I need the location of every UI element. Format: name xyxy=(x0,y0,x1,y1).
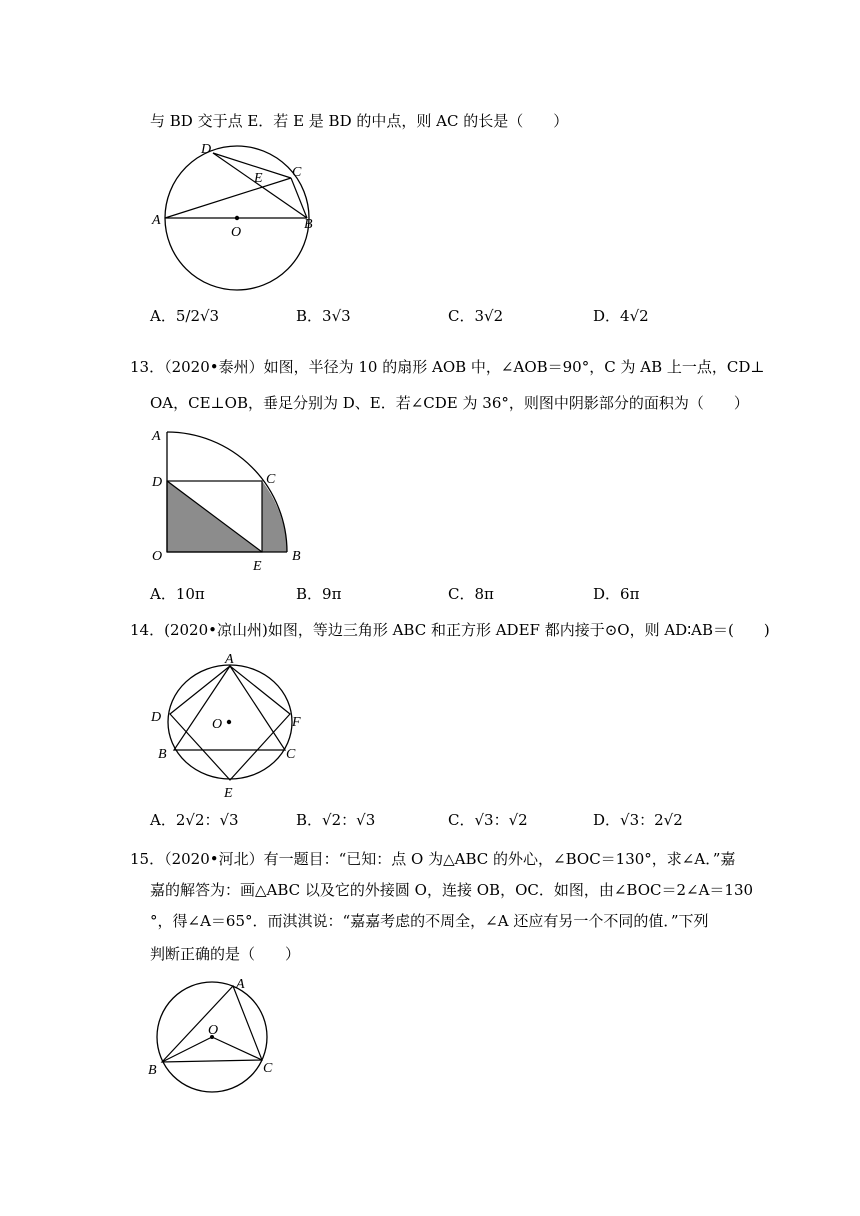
q12-option-c: C．3√2 xyxy=(448,307,504,325)
q15-stem-line-3: °，得∠A＝65°．而淇淇说：“嘉嘉考虑的不周全，∠A 还应有另一个不同的值．”下列 xyxy=(150,912,709,930)
q12-label-o: O xyxy=(231,225,242,240)
q14-stem-line-1: 14．(2020•凉山州)如图，等边三角形 ABC 和正方形 ADEF 都内接于⊙O，则 AD∶AB＝( ) xyxy=(130,621,770,639)
q14-option-d: D．√3：2√2 xyxy=(593,811,683,829)
q13-label-c: C xyxy=(266,472,276,487)
q15-label-c: C xyxy=(263,1061,273,1076)
q12-option-b: B．3√3 xyxy=(296,307,351,325)
q12-label-b: B xyxy=(304,217,313,232)
q13-label-b: B xyxy=(292,549,301,564)
q15-stem-line-1: 15．（2020•河北）有一题目：“已知：点 O 为△ABC 的外心，∠BOC＝130°，求∠A．”嘉 xyxy=(130,850,736,868)
q14-label-a: A xyxy=(225,652,234,667)
q14-option-b: B．√2：√3 xyxy=(296,811,376,829)
q14-label-d: D xyxy=(151,710,162,725)
q12-label-c: C xyxy=(292,165,302,180)
q12-option-d: D．4√2 xyxy=(593,307,649,325)
q13-option-b: B．9π xyxy=(296,585,342,603)
q14-label-e: E xyxy=(224,786,233,801)
q14-label-c: C xyxy=(286,747,296,762)
q12-label-e: E xyxy=(254,171,263,186)
q13-option-d: D．6π xyxy=(593,585,640,603)
q13-stem-line-1: 13．（2020•泰州）如图，半径为 10 的扇形 AOB 中，∠AOB＝90°，C 为 AB 上一点，CD⊥ xyxy=(130,358,765,376)
q15-label-b: B xyxy=(148,1063,157,1078)
q14-label-o: O xyxy=(212,717,223,732)
q13-stem-line-2: OA，CE⊥OB，垂足分别为 D、E．若∠CDE 为 36°，则图中阴影部分的面积为（ ） xyxy=(150,394,749,412)
q12-stem-tail: 与 BD 交于点 E．若 E 是 BD 的中点，则 AC 的长是（ ） xyxy=(150,112,569,130)
q12-option-a: A．5/2√3 xyxy=(150,307,220,325)
q13-label-d: D xyxy=(152,475,163,490)
q15-stem-line-2: 嘉的解答为：画△ABC 以及它的外接圆 O，连接 OB，OC．如图，由∠BOC＝2∠A＝130 xyxy=(150,881,754,899)
q13-label-a: A xyxy=(152,429,161,444)
q14-option-c: C．√3：√2 xyxy=(448,811,528,829)
q15-label-o: O xyxy=(208,1023,219,1038)
q13-label-e: E xyxy=(253,559,262,574)
q13-option-a: A．10π xyxy=(150,585,205,603)
q12-label-a: A xyxy=(152,213,161,228)
q14-label-f: F xyxy=(292,715,301,730)
q15-label-a: A xyxy=(236,977,245,992)
q15-stem-line-4: 判断正确的是（ ） xyxy=(150,945,301,963)
q14-option-a: A．2√2：√3 xyxy=(150,811,239,829)
q12-label-d: D xyxy=(201,142,212,157)
q13-option-c: C．8π xyxy=(448,585,494,603)
q14-label-b: B xyxy=(158,747,167,762)
q13-label-o: O xyxy=(152,549,163,564)
